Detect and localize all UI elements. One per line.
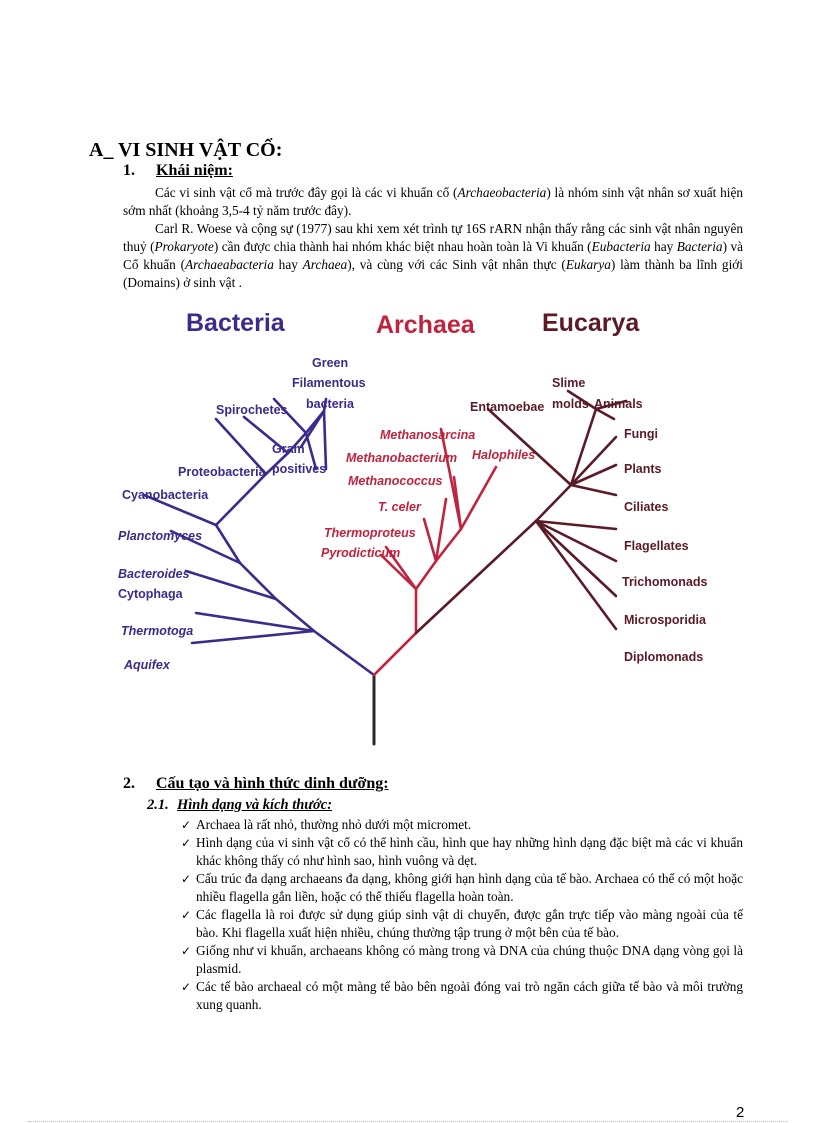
italic-term: Archaeabacteria <box>185 257 274 272</box>
label-slime1: Slime <box>552 376 586 390</box>
label-slime2: molds <box>552 397 589 411</box>
checkmark-icon: ✓ <box>181 908 192 922</box>
label-plants: Plants <box>624 462 662 476</box>
label-gram2: positives <box>272 462 327 476</box>
checkmark-icon: ✓ <box>181 872 192 886</box>
text-run: ), và cùng với các Sinh vật nhân thực ( <box>347 257 566 272</box>
page-number: 2 <box>736 1104 745 1121</box>
checkmark-icon: ✓ <box>181 944 192 958</box>
bullet-text: Archaea là rất nhỏ, thường nhỏ dưới một micromet. <box>196 817 472 832</box>
label-methanobacterium: Methanobacterium <box>346 451 458 465</box>
text-run: Các vi sinh vật cổ mà trước đây gọi là các vi khuẩn cổ ( <box>155 185 458 200</box>
label-planctomyces: Planctomyces <box>118 529 203 543</box>
bullet-item <box>181 942 743 978</box>
label-cyanobacteria: Cyanobacteria <box>122 488 209 502</box>
label-flagellates: Flagellates <box>624 539 689 553</box>
section2-title: Cấu tạo và hình thức dinh dưỡng: <box>156 775 389 792</box>
label-proteobacteria: Proteobacteria <box>178 465 266 479</box>
bullet-list <box>181 816 743 1014</box>
label-halophiles: Halophiles <box>472 448 536 462</box>
text-run: ) là nhóm sinh vật nhân sơ xuất hiện sớm nhất (khoảng 3,5-4 tỷ năm trước đây). <box>123 185 743 218</box>
italic-term: Archaea <box>302 257 348 272</box>
section-title: A_ VI SINH VẬT CỔ: <box>89 139 283 161</box>
label-trichomonads: Trichomonads <box>622 575 708 589</box>
label-fungi: Fungi <box>624 427 659 441</box>
text-run: Carl R. Woese và cộng sự (1977) sau khi xem xét trình tự 16S rARN nhận thấy rằng các sinh vật nhân nguyên thuỷ ( <box>123 221 743 254</box>
label-thermotoga: Thermotoga <box>121 624 194 638</box>
label-microsporidia: Microsporidia <box>624 613 706 627</box>
domain-title-eucarya: Eucarya <box>542 309 640 337</box>
section1-paragraph-1 <box>123 184 743 220</box>
section1-paragraph-2 <box>123 220 743 292</box>
label-t-celer: T. celer <box>378 500 421 514</box>
label-green3: bacteria <box>306 397 354 411</box>
label-entamoebae: Entamoebae <box>470 400 545 414</box>
label-cytophaga: Cytophaga <box>118 587 183 601</box>
label-bacteroides: Bacteroides <box>118 567 190 581</box>
italic-term: Prokaryote <box>154 239 214 254</box>
domain-title-archaea: Archaea <box>376 311 475 339</box>
checkmark-icon: ✓ <box>181 980 192 994</box>
bullet-text: Cấu trúc đa dạng archaeans đa dạng, không giới hạn hình dạng của tế bào. Archaea có thể có một hoặc nhiều flagella gắn liền, hoặc có thể thiếu flagella hoàn toàn. <box>196 871 743 904</box>
section1-title: Khái niệm: <box>156 162 233 179</box>
subsection-2-1-heading <box>147 797 332 814</box>
bullet-text: Các tế bào archaeal có một màng tế bào bên ngoài đóng vai trò ngăn cách giữa tế bào và môi trường xung quanh. <box>196 979 743 1012</box>
label-animals: Animals <box>594 397 643 411</box>
section1-heading <box>123 162 233 180</box>
bullet-item <box>181 906 743 942</box>
checkmark-icon: ✓ <box>181 818 192 832</box>
italic-term: Eubacteria <box>591 239 651 254</box>
subsection-title: Hình dạng và kích thước: <box>177 797 333 813</box>
label-thermoproteus: Thermoproteus <box>324 526 416 540</box>
phylogenetic-tree-figure <box>116 299 714 747</box>
bullet-item <box>181 834 743 870</box>
section1-number: 1. <box>123 162 135 179</box>
label-ciliates: Ciliates <box>624 500 669 514</box>
label-gram1: Gram <box>272 442 305 456</box>
subsection-number: 2.1. <box>147 797 169 813</box>
label-green1: Green <box>312 356 349 370</box>
italic-term: Eukarya <box>565 257 611 272</box>
bullet-item <box>181 816 743 834</box>
italic-term: Archaeobacteria <box>457 185 547 200</box>
footer-divider <box>28 1121 788 1122</box>
label-methanosarcina: Methanosarcina <box>380 428 476 442</box>
text-run: ) cần được chia thành hai nhóm khác biệt nhau hoàn toàn là Vi khuẩn ( <box>213 239 592 254</box>
label-spirochetes: Spirochetes <box>216 403 288 417</box>
bullet-text: Các flagella là roi được sử dụng giúp sinh vật di chuyển, được gắn trực tiếp vào màng ngoài của tế bào. Khi flagella xuất hiện nhiều, chúng thường tập trung ở một bên của tế bào. <box>196 907 743 940</box>
bullet-text: Giống như vi khuẩn, archaeans không có màng trong và DNA của chúng thuộc DNA dạng vòng gọi là plasmid. <box>196 943 743 976</box>
bullet-item <box>181 978 743 1014</box>
figure-background <box>116 299 714 747</box>
label-green2: Filamentous <box>292 376 366 390</box>
label-methanococcus: Methanococcus <box>348 474 443 488</box>
bullet-item <box>181 870 743 906</box>
checkmark-icon: ✓ <box>181 836 192 850</box>
italic-term: Bacteria <box>676 239 723 254</box>
label-diplomonads: Diplomonads <box>624 650 704 664</box>
text-run: hay <box>273 257 303 272</box>
text-run: ) làm thành ba lĩnh giới (Domains) ở sinh vật . <box>123 257 743 290</box>
text-run: ) và Cổ khuẩn ( <box>123 239 743 272</box>
label-aquifex: Aquifex <box>124 658 170 672</box>
label-pyrodicticum: Pyrodicticum <box>321 546 401 560</box>
domain-title-bacteria: Bacteria <box>186 309 285 337</box>
section2-number: 2. <box>123 775 135 792</box>
text-run: hay <box>650 239 677 254</box>
bullet-text: Hình dạng của vi sinh vật cổ có thể hình cầu, hình que hay những hình dạng đặc biệt mà các vi khuẩn khác không thấy có như hình sao, hình vuông và dẹt. <box>196 835 743 868</box>
section2-heading <box>123 775 389 793</box>
